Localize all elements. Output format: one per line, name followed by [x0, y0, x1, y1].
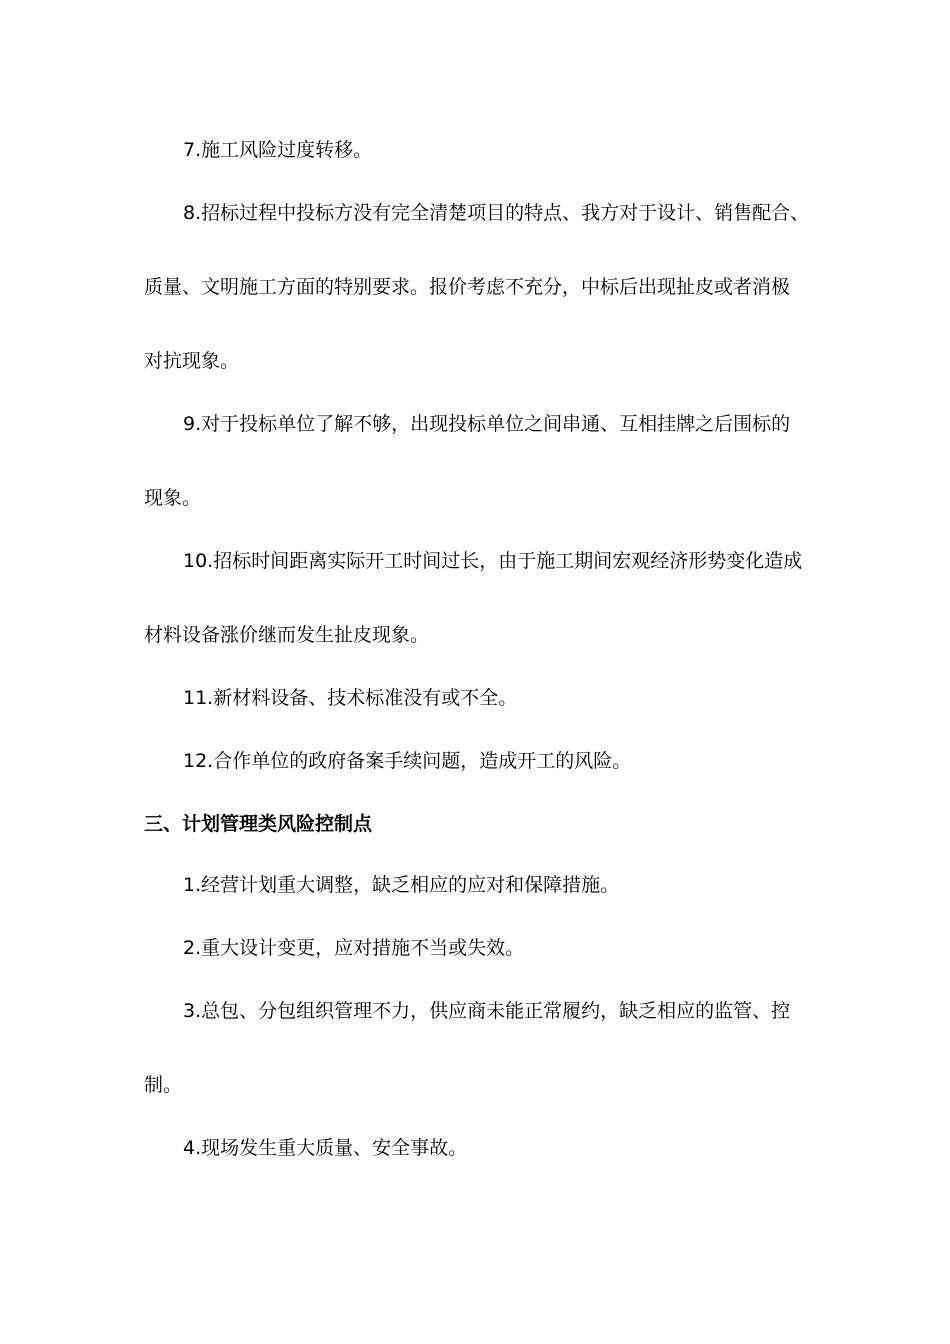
paragraph-item-8-line-1: 8.招标过程中投标方没有完全清楚项目的特点、我方对于设计、销售配合、	[183, 202, 810, 224]
paragraph-item-9-line-1: 9.对于投标单位了解不够，出现投标单位之间串通、互相挂牌之后围标的	[183, 413, 791, 435]
paragraph-item-4: 4.现场发生重大质量、安全事故。	[183, 1137, 468, 1159]
paragraph-item-8-line-2: 质量、文明施工方面的特别要求。报价考虑不充分，中标后出现扯皮或者消极	[144, 276, 791, 298]
paragraph-item-12: 12.合作单位的政府备案手续问题，造成开工的风险。	[183, 750, 632, 772]
paragraph-item-3-line-2: 制。	[144, 1074, 183, 1096]
section-heading: 三、计划管理类风险控制点	[144, 813, 373, 835]
paragraph-item-7: 7.施工风险过度转移。	[183, 139, 373, 161]
paragraph-item-10-line-2: 材料设备涨价继而发生扯皮现象。	[144, 624, 430, 646]
paragraph-item-11: 11.新材料设备、技术标准没有或不全。	[183, 687, 518, 709]
paragraph-item-8-line-3: 对抗现象。	[144, 350, 240, 372]
paragraph-item-2: 2.重大设计变更，应对措施不当或失效。	[183, 937, 525, 959]
paragraph-item-3-line-1: 3.总包、分包组织管理不力，供应商未能正常履约，缺乏相应的监管、控	[183, 1000, 791, 1022]
paragraph-item-10-line-1: 10.招标时间距离实际开工时间过长，由于施工期间宏观经济形势变化造成	[183, 550, 803, 572]
paragraph-item-1: 1.经营计划重大调整，缺乏相应的应对和保障措施。	[183, 874, 620, 896]
paragraph-item-9-line-2: 现象。	[144, 487, 202, 509]
